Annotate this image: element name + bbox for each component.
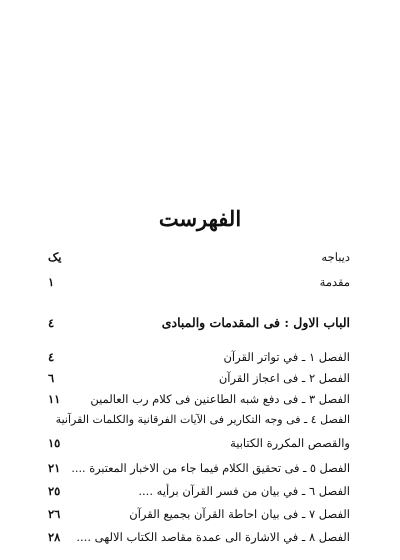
toc-entry-label: مقدمة [319,275,350,289]
toc-entry-page: ٤ [48,316,55,330]
toc-entry-label: والقصص المکررة الکتابية [230,436,350,450]
toc-entry-label: الفصل ٣ ـ فی دفع شبه الطاعنین فی کلام رب العالمین [90,392,350,406]
toc-entry-section-5 [48,461,350,481]
toc-entry-page: ٤ [48,350,55,364]
toc-entry-page: یک [48,250,62,264]
toc-chapter-1 [48,315,350,335]
toc-chapter-label: الباب الاول : فی المقدمات والمبادی [161,315,350,330]
toc-entry-introduction [48,275,350,295]
toc-entry-section-3 [48,392,350,412]
toc-entry-page: ١٥ [48,436,61,450]
toc-entry-section-1 [48,350,350,370]
toc-entry-label: الفصل ١ ـ في تواتر القرآن [223,350,350,364]
toc-entry-label: الفصل ٧ ـ فی بیان احاطة القرآن بجمیع القرآن [129,507,350,521]
toc-entry-section-4 [48,413,350,433]
toc-entry-label: الفصل ٢ ـ فی اعجاز القرآن [218,371,350,385]
toc-entry-page: ٢٦ [48,507,61,521]
toc-entry-section-7 [48,507,350,527]
toc-entry-preface [48,250,350,270]
toc-entry-label: دیباجه [321,250,350,264]
toc-entry-page: ٢٥ [48,484,61,498]
toc-entry-page: ٢١ [48,461,61,475]
toc-entry-label: الفصل ٦ ـ في بيان من فسر القرآن برأيه .... [138,484,350,498]
page-title: الفهرست [158,206,242,231]
toc-entry-label: الفصل ٤ ـ فی وجه التکاریر فی الآیات الفرقانية والکلمات القرآنية [55,413,350,426]
toc-entry-section-2 [48,371,350,391]
toc-entry-section-8 [48,530,350,550]
toc-entry-page: ٢٨ [48,530,61,544]
toc-entry-section-6 [48,484,350,504]
toc-entry-page: ٦ [48,371,55,385]
toc-entry-label: الفصل ٥ ـ فی تحقیق الکلام فیما جاء من الاخبار المعتبرة .... [71,462,350,475]
toc-entry-page: ١١ [48,392,61,406]
toc-entry-section-4-continued [48,436,350,456]
toc-entry-label: الفصل ٨ ـ في الاشارة الی عمدة مقاصد الکتاب الالهی .... [76,530,350,544]
toc-entry-page: ١ [48,275,55,289]
